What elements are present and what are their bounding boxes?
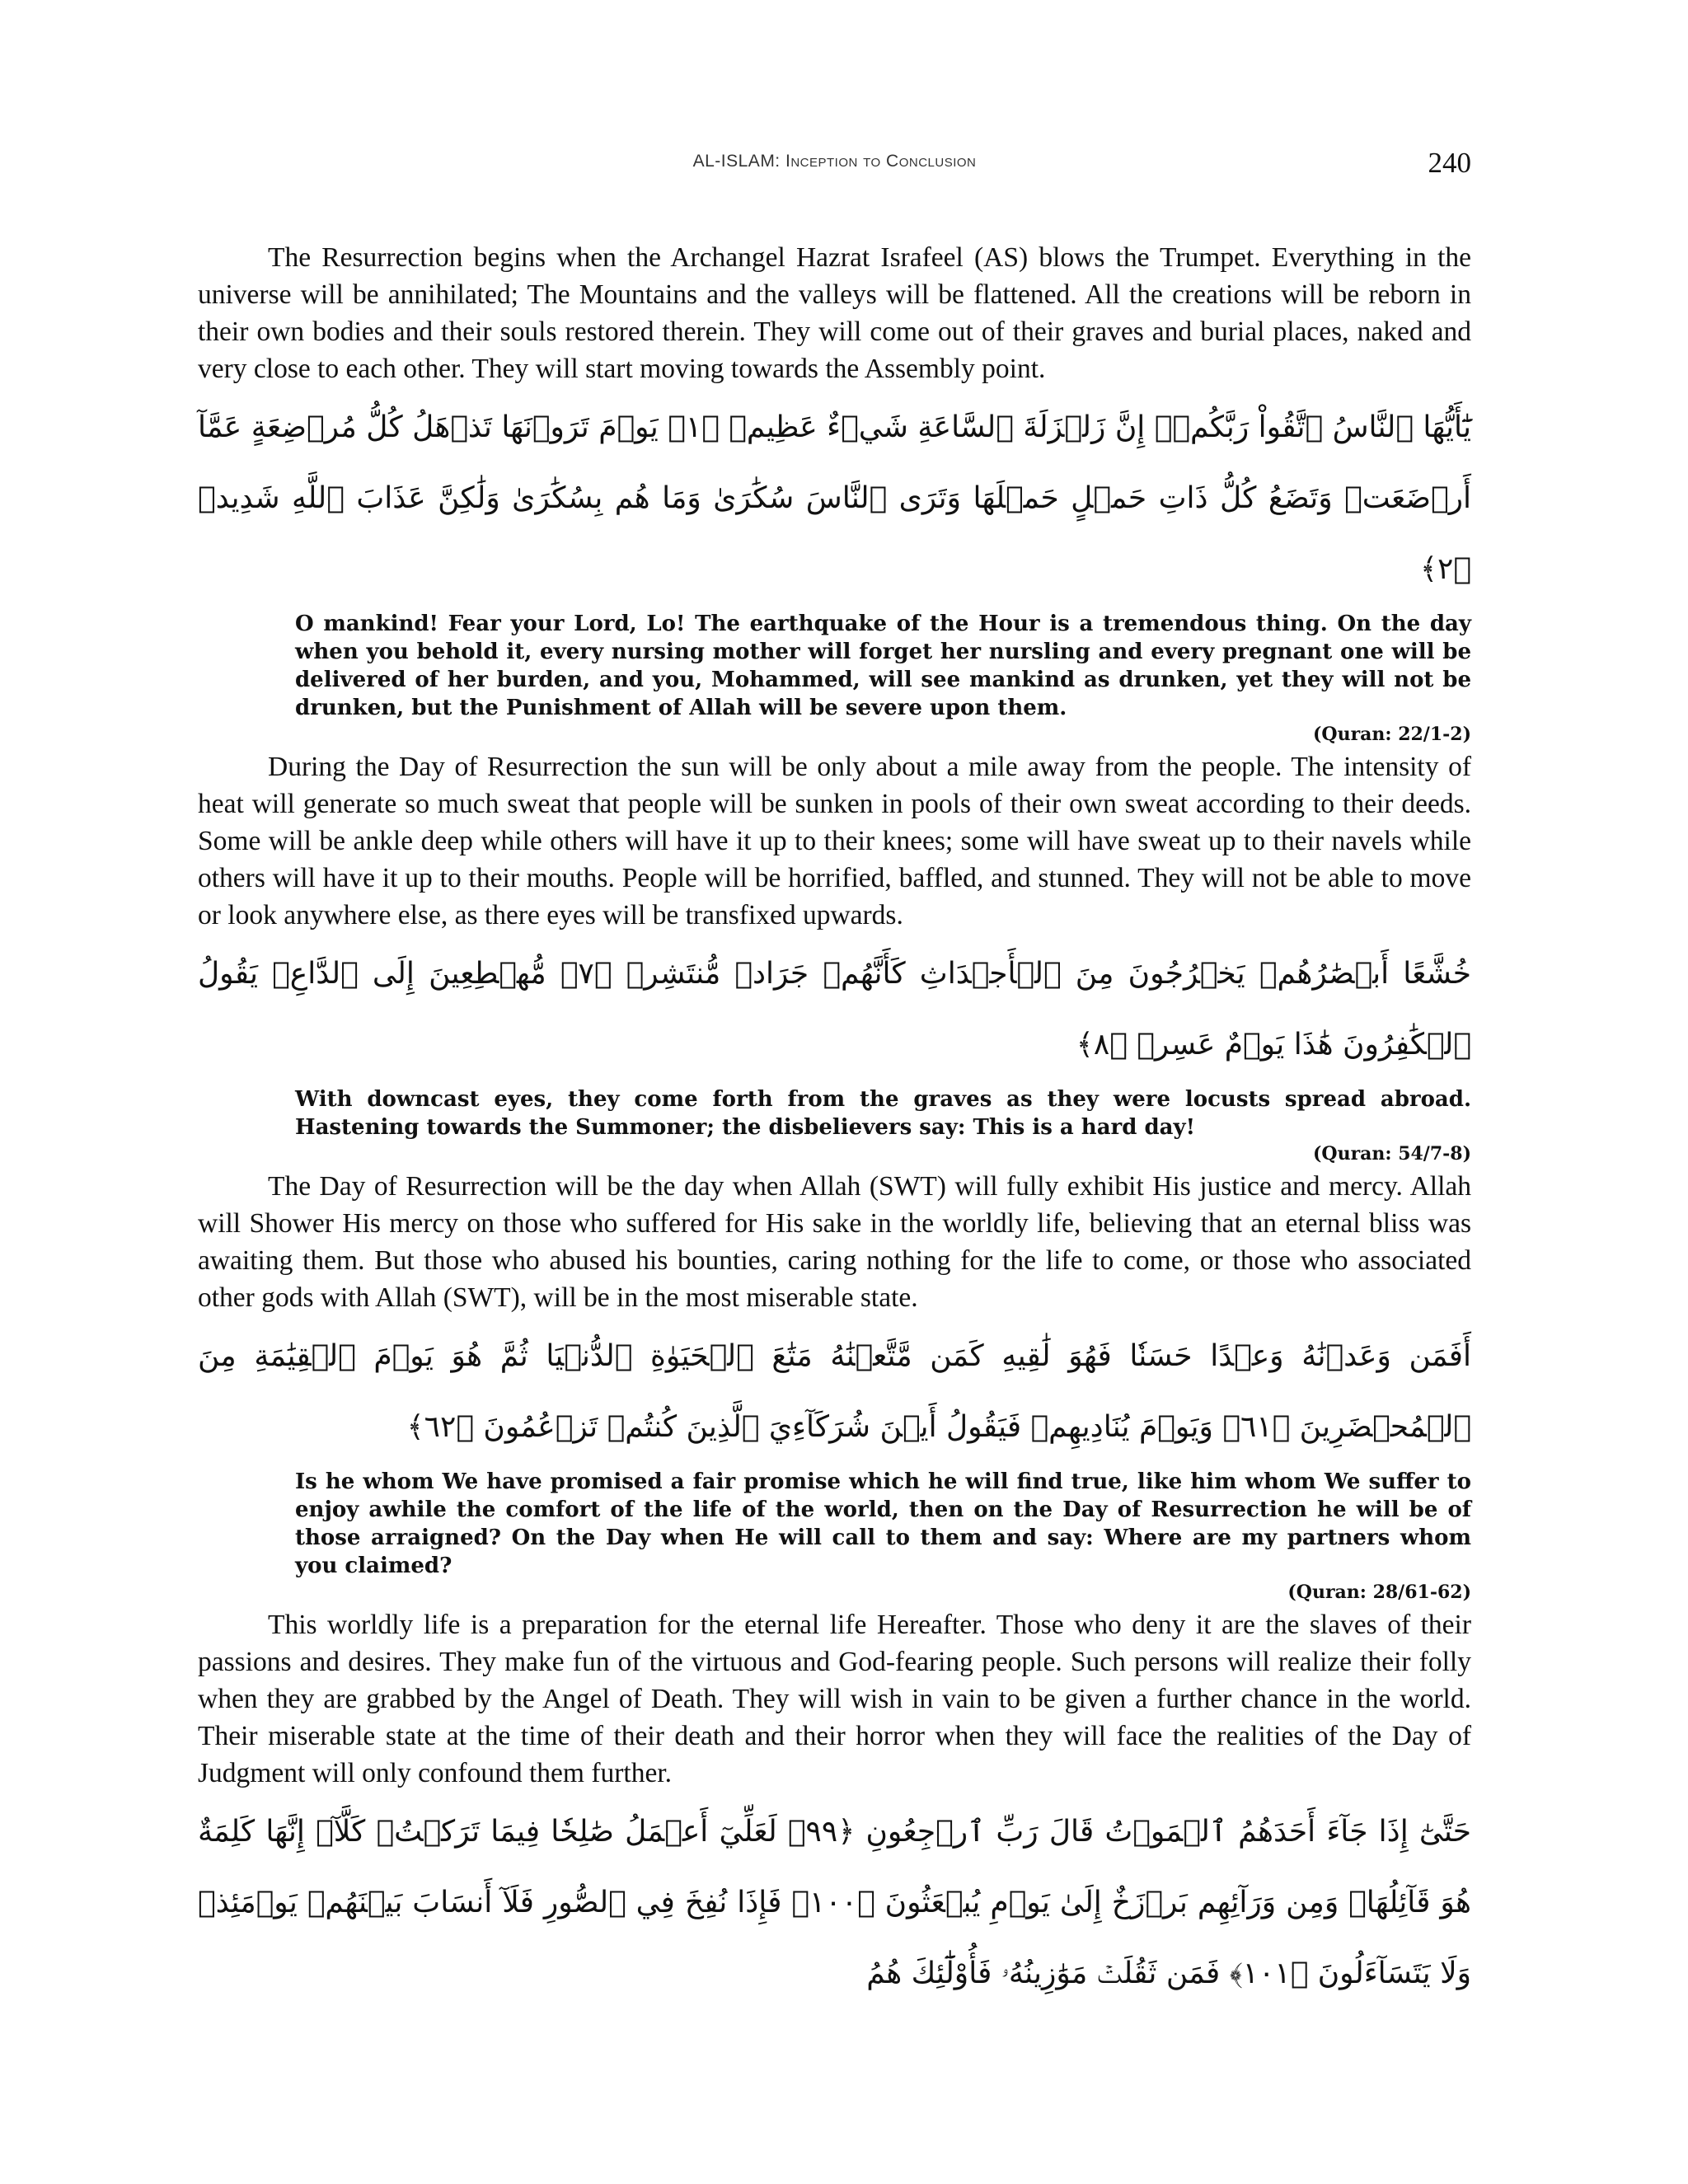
quran-verse-arabic: حَتَّىٰٓ إِذَا جَآءَ أَحَدَهُمُ ٱلۡمَوۡتُ قَالَ رَبِّ ٱرۡجِعُونِ ﴿٩٩﴾ لَعَلِّيٓ أَعۡمَلُ صَٰلِحٗا فِيمَا تَرَكۡتُۚ كَلَّآۚ إِنَّهَا كَلِمَةٌ هُوَ قَآئِلُهَاۖ وَمِن وَرَآئِهِم بَرۡزَخٌ إِلَىٰ يَوۡمِ يُبۡعَثُونَ ﴿١٠٠﴾ فَإِذَا نُفِخَ فِي ٱلصُّورِ فَلَآ أَنسَابَ بَيۡنَهُمۡ يَوۡمَئِذٖ وَلَا يَتَسَآءَلُونَ ﴿١٠١﴾ فَمَن ثَقُلَتۡ مَوَٰزِينُهُۥ فَأُوْلَٰٓئِكَ هُمُ	[198, 1815, 1471, 1990]
quran-verse-arabic: خُشَّعًا أَبۡصَٰرُهُمۡ يَخۡرُجُونَ مِنَ ٱلۡأَجۡدَاثِ كَأَنَّهُمۡ جَرَادٞ مُّنتَشِرٞ ﴿٧﴾ مُّهۡطِعِينَ إِلَى ٱلدَّاعِۖ يَقُولُ ٱلۡكَٰفِرُونَ هَٰذَا يَوۡمٌ عَسِرٞ ﴿٨﴾	[198, 957, 1471, 1062]
verse-translation: O mankind! Fear your Lord, Lo! The earthquake of the Hour is a tremendous thing. On the day when you behold it, every nursing mother will forget her nursling and every pregnant one will be delivered of her burden, and you, Mohammed, will see mankind as drunken, yet they will not be drunken, but the Punishment of Allah will be severe upon them.	[295, 612, 1471, 720]
verse-translation: With downcast eyes, they come forth from the graves as they were locusts spread abroad. Hastening towards the Summoner; the disbelievers say: This is a hard day!	[295, 1087, 1471, 1140]
body-paragraph: The Day of Resurrection will be the day when Allah (SWT) will fully exhibit His justice and mercy. Allah will Shower His mercy on those who suffered for His sake in the worldly life, believing that an eternal bliss was awaiting them. But those who abused his bounties, caring nothing for the life to come, or those who associated other gods with Allah (SWT), will be in the most miserable state.	[198, 1171, 1471, 1313]
verse-citation: (Quran: 22/1-2)	[1313, 724, 1471, 745]
body-paragraph: This worldly life is a preparation for the eternal life Hereafter. Those who deny it are the slaves of their passions and desires. They make fun of the virtuous and God-fearing people. Such persons will realize their folly when they are grabbed by the Angel of Death. They will wish in vain to be given a further chance in the world. Their miserable state at the time of their death and their horror when they will face the realities of the Day of Judgment will only confound them further.	[198, 1610, 1471, 1788]
quran-verse-arabic: أَفَمَن وَعَدۡنَٰهُ وَعۡدًا حَسَنٗا فَهُوَ لَٰقِيهِ كَمَن مَّتَّعۡنَٰهُ مَتَٰعَ ٱلۡحَيَوٰةِ ٱلدُّنۡيَا ثُمَّ هُوَ يَوۡمَ ٱلۡقِيَٰمَةِ مِنَ ٱلۡمُحۡضَرِينَ ﴿٦١﴾ وَيَوۡمَ يُنَادِيهِمۡ فَيَقُولُ أَيۡنَ شُرَكَآءِيَ ٱلَّذِينَ كُنتُمۡ تَزۡعُمُونَ ﴿٦٢﴾	[198, 1339, 1471, 1444]
page-header	[198, 140, 1471, 190]
body-paragraph: The Resurrection begins when the Archangel Hazrat Israfeel (AS) blows the Trumpet. Everything in the universe will be annihilated; The Mountains and the valleys will be flattened. All the creations will be reborn in their own bodies and their souls restored therein. They will come out of their graves and burial places, naked and very close to each other. They will start moving towards the Assembly point.	[198, 242, 1471, 384]
verse-citation: (Quran: 54/7-8)	[1313, 1143, 1471, 1165]
body-paragraph: During the Day of Resurrection the sun will be only about a mile away from the people. The intensity of heat will generate so much sweat that people will be sunken in pools of their own sweat according to their deeds. Some will be ankle deep while others will have it up to their knees; some will have sweat up to their navels while others will have it up to their mouths. People will be horrified, baffled, and stunned. They will not be able to move or look anywhere else, as there eyes will be transfixed upwards.	[198, 752, 1471, 930]
page-number: 240	[1428, 147, 1471, 179]
running-title: AL-ISLAM: Inception to Conclusion	[692, 152, 977, 171]
page-body	[198, 239, 1471, 2014]
verse-citation: (Quran: 28/61-62)	[1287, 1582, 1471, 1603]
verse-translation: Is he whom We have promised a fair promise which he will find true, like him whom We suffer to enjoy awhile the comfort of the life of the world, then on the Day of Resurrection he will be of those arraigned? On the Day when He will call to them and say: Where are my partners whom you claimed?	[295, 1469, 1471, 1578]
book-page	[198, 140, 1471, 1990]
quran-verse-arabic: يَٰٓأَيُّهَا ٱلنَّاسُ ٱتَّقُواْ رَبَّكُمۡۚ إِنَّ زَلۡزَلَةَ ٱلسَّاعَةِ شَيۡءٌ عَظِيمٞ ﴿١﴾ يَوۡمَ تَرَوۡنَهَا تَذۡهَلُ كُلُّ مُرۡضِعَةٍ عَمَّآ أَرۡضَعَتۡ وَتَضَعُ كُلُّ ذَاتِ حَمۡلٍ حَمۡلَهَا وَتَرَى ٱلنَّاسَ سُكَٰرَىٰ وَمَا هُم بِسُكَٰرَىٰ وَلَٰكِنَّ عَذَابَ ٱللَّهِ شَدِيدٞ ﴿٢﴾	[198, 410, 1471, 586]
